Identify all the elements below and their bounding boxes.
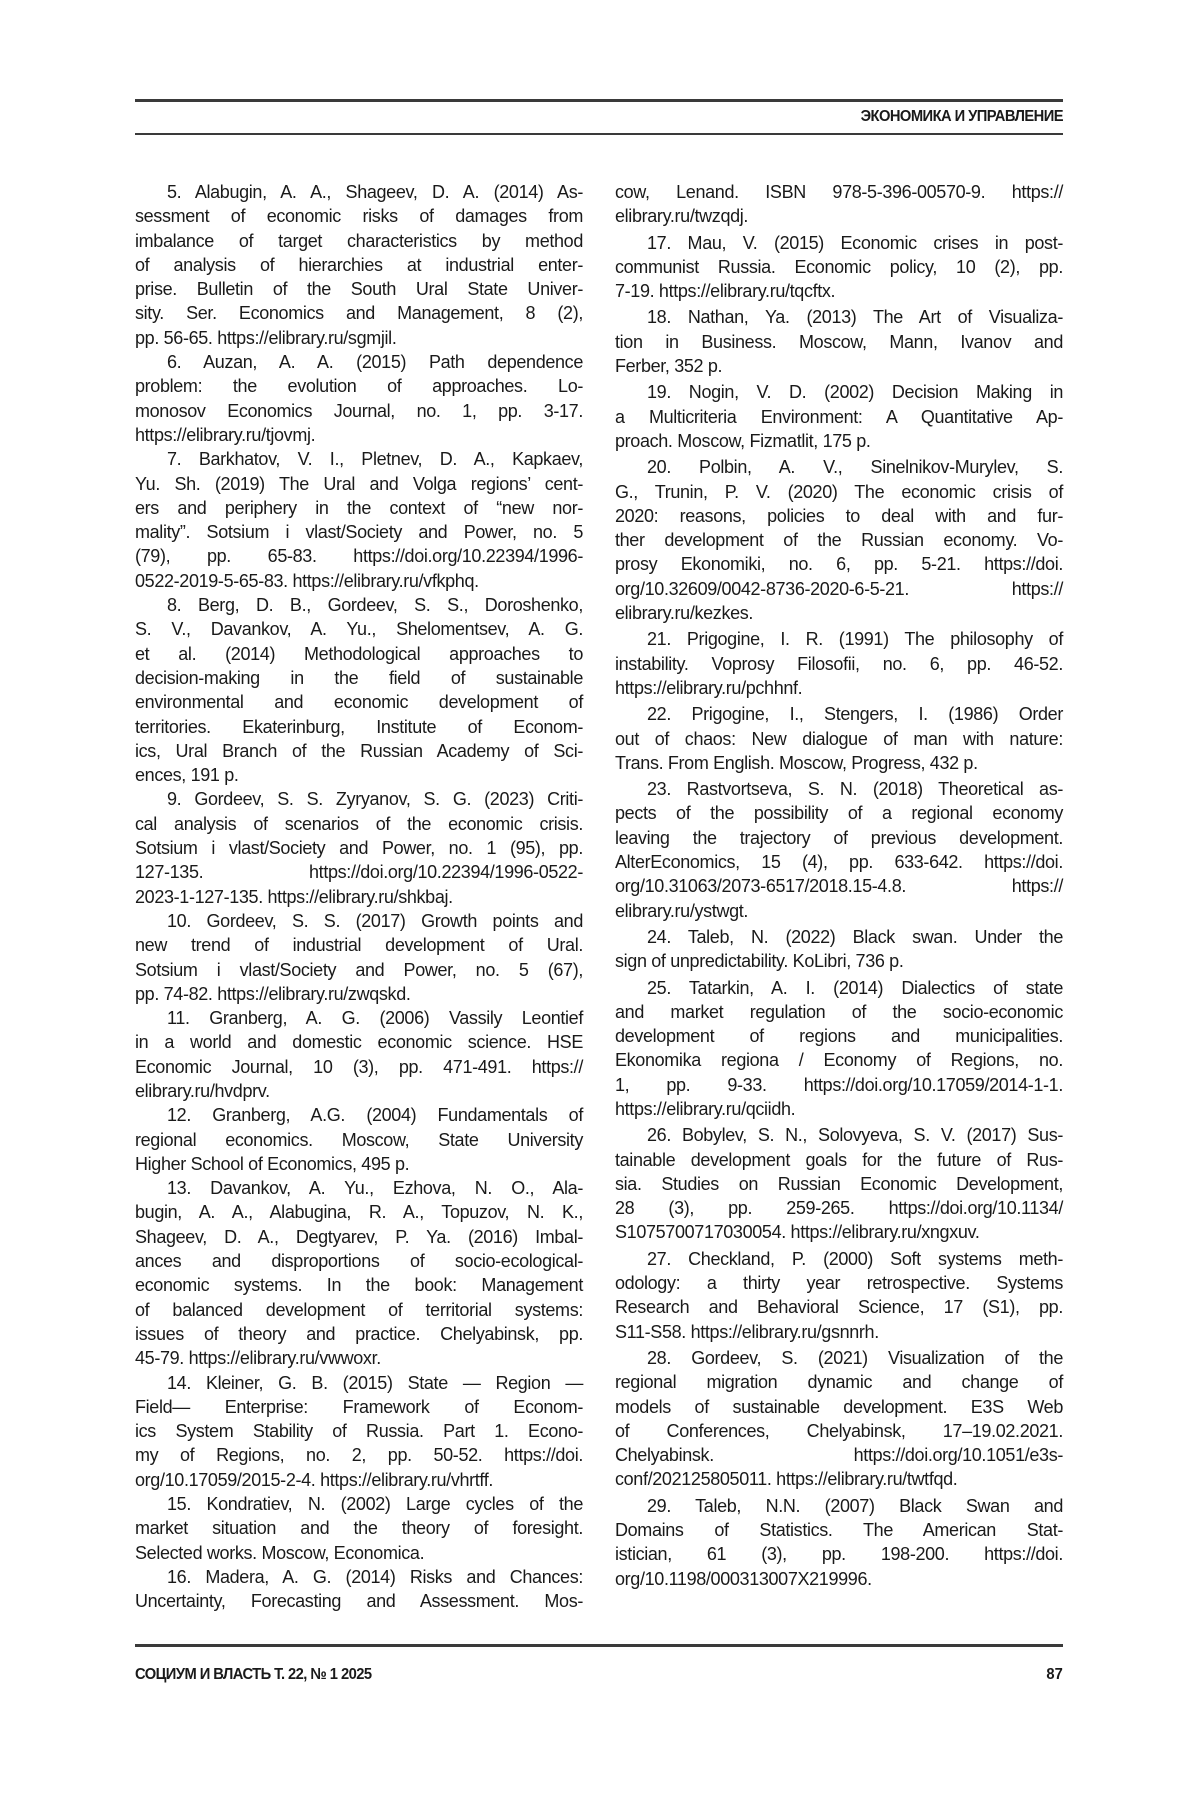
reference-line: Research and Behavioral Science, 17 (S1), pp. [615,1297,1063,1318]
reference-line: 24. Taleb, N. (2022) Black swan. Under the [647,926,1063,947]
reference-line: elibrary.ru/kezkes. [615,603,754,624]
reference-entry [615,925,1063,974]
reference-line: 23. Rastvortseva, S. N. (2018) Theoretical as- [647,779,1063,800]
reference-line: 10. Gordeev, S. S. (2017) Growth points and [167,910,583,931]
reference-line: 29. Taleb, N.N. (2007) Black Swan and [647,1495,1063,1516]
reference-entry [615,1247,1063,1344]
references-column-left [135,180,583,1614]
reference-line: (79), pp. 65-83. https://doi.org/10.22394/1996- [135,546,583,567]
reference-line: 13. Davankov, A. Yu., Ezhova, N. O., Ala- [167,1178,583,1199]
reference-line: sia. Studies on Russian Economic Development, [615,1173,1063,1194]
reference-line: sign of unpredictability. KoLibri, 736 p. [615,951,904,972]
reference-line: elibrary.ru/twzqdj. [615,206,749,227]
reference-line: cow, Lenand. ISBN 978-5-396-00570-9. https:// [615,182,1063,202]
reference-line: 7-19. https://elibrary.ru/tqcftx. [615,281,836,302]
reference-entry [135,1103,583,1176]
reference-entry [615,627,1063,700]
reference-entry [135,1492,583,1565]
reference-line: Sotsium i vlast/Society and Power, no. 1 (95), pp. [135,838,583,859]
reference-line: et al. (2014) Methodological approaches to [135,643,583,664]
reference-line: 9. Gordeev, S. S. Zyryanov, S. G. (2023) Criti- [167,789,583,810]
reference-line: 127-135. https://doi.org/10.22394/1996-0522- [135,862,583,883]
reference-line: mality”. Sotsium i vlast/Society and Power, no. 5 [135,522,583,543]
reference-entry [615,702,1063,775]
reference-line: Domains of Statistics. The American Stat- [615,1520,1063,1541]
reference-line: Sotsium i vlast/Society and Power, no. 5 (67), [135,959,583,980]
reference-line: conf/202125805011. https://elibrary.ru/twtfqd. [615,1469,958,1490]
reference-line: elibrary.ru/ystwgt. [615,900,749,921]
reference-line: out of chaos: New dialogue of man with nature: [615,728,1063,749]
reference-entry [135,1371,583,1492]
reference-line: 7. Barkhatov, V. I., Pletnev, D. A., Kapkaev, [167,449,583,470]
reference-line: Field— Enterprise: Framework of Econom- [135,1396,583,1417]
reference-line: org/10.31063/2073-6517/2018.15-4.8. https:// [615,876,1063,897]
reference-entry [135,593,583,787]
reference-line: org/10.32609/0042-8736-2020-6-5-21. https:// [615,578,1063,599]
reference-line: istician, 61 (3), pp. 198-200. https://doi. [615,1544,1063,1565]
reference-entry [135,350,583,447]
reference-entry [615,1123,1063,1244]
reference-line: 45-79. https://elibrary.ru/vwwoxr. [135,1348,381,1369]
reference-line: Selected works. Moscow, Economica. [135,1542,425,1563]
reference-line: org/10.1198/000313007X219996. [615,1568,872,1589]
reference-line: AlterEconomics, 15 (4), pp. 633-642. https://doi. [615,852,1063,873]
reference-line: G., Trunin, P. V. (2020) The economic crisis of [615,481,1063,502]
reference-line: ics, Ural Branch of the Russian Academy of Sci- [135,740,583,761]
reference-line: 2020: reasons, policies to deal with and fur- [615,505,1063,526]
reference-line: of Conferences, Chelyabinsk, 17–19.02.2021. [615,1420,1063,1441]
reference-line: new trend of industrial development of Ural. [135,935,583,956]
reference-line: a Multicriteria Environment: A Quantitative Ap- [615,406,1063,427]
reference-line: 28 (3), pp. 259-265. https://doi.org/10.1134/ [615,1198,1063,1219]
reference-line: environmental and economic development of [135,692,583,713]
reference-line: 17. Mau, V. (2015) Economic crises in post- [647,232,1063,253]
reference-line: ics System Stability of Russia. Part 1. Econo- [135,1421,583,1442]
reference-line: decision-making in the field of sustainable [135,667,583,688]
reference-entry [615,976,1063,1122]
reference-line: ances and disproportions of socio-ecological- [135,1251,583,1272]
reference-line: bugin, A. A., Alabugina, R. A., Topuzov, N. K., [135,1202,583,1223]
reference-line: market situation and the theory of foresight. [135,1518,583,1539]
reference-line: proach. Moscow, Fizmatlit, 175 p. [615,430,871,451]
reference-line: regional migration dynamic and change of [615,1372,1063,1393]
reference-line: Chelyabinsk. https://doi.org/10.1051/e3s- [615,1445,1063,1466]
reference-line: issues of theory and practice. Chelyabinsk, pp. [135,1323,583,1344]
running-head: ЭКОНОМИКА И УПРАВЛЕНИЕ [860,108,1063,125]
reference-line: Yu. Sh. (2019) The Ural and Volga regions’ cent- [135,473,583,494]
reference-line: S. V., Davankov, A. Yu., Shelomentsev, A. G. [135,619,583,640]
reference-line: 27. Checkland, P. (2000) Soft systems meth- [647,1248,1063,1269]
reference-line: Ferber, 352 p. [615,356,723,377]
reference-line: pects of the possibility of a regional economy [615,803,1063,824]
reference-line: Ekonomika regiona / Economy of Regions, no. [615,1050,1063,1071]
page-number: 87 [1046,1666,1063,1683]
reference-line: 19. Nogin, V. D. (2002) Decision Making in [647,382,1063,403]
reference-line: pp. 74-82. https://elibrary.ru/zwqskd. [135,983,411,1004]
reference-line: leaving the trajectory of previous development. [615,827,1063,848]
reference-entry [135,180,583,350]
reference-line: 5. Alabugin, A. A., Shageev, D. A. (2014) As- [167,182,583,202]
reference-line: 6. Auzan, A. A. (2015) Path dependence [167,352,583,373]
reference-line: my of Regions, no. 2, pp. 50-52. https://doi. [135,1445,583,1466]
reference-line: monosov Economics Journal, no. 1, pp. 3-17. [135,400,583,421]
reference-entry [615,305,1063,378]
reference-entry [615,180,1063,229]
reference-line: elibrary.ru/hvdprv. [135,1080,270,1101]
reference-line: 12. Granberg, A.G. (2004) Fundamentals of [167,1105,583,1126]
reference-entry [135,1565,583,1614]
reference-line: 25. Tatarkin, A. I. (2014) Dialectics of state [647,977,1063,998]
footer-rule [135,1644,1063,1647]
reference-line: Trans. From English. Moscow, Progress, 432 p. [615,752,978,773]
reference-line: in a world and domestic economic science. HSE [135,1032,583,1053]
reference-line: development of regions and municipalities. [615,1026,1063,1047]
reference-line: instability. Voprosy Filosofii, no. 6, pp. 46-52. [615,653,1063,674]
reference-entry [135,909,583,1006]
reference-line: prise. Bulletin of the South Ural State Univer- [135,279,583,300]
header-bottom-rule [135,133,1063,135]
reference-line: 16. Madera, A. G. (2014) Risks and Chances: [167,1566,583,1587]
reference-line: prosy Ekonomiki, no. 6, pp. 5-21. https://doi. [615,554,1063,575]
reference-line: 2023-1-127-135. https://elibrary.ru/shkbaj. [135,886,453,907]
references-column-right [615,180,1063,1593]
reference-line: pp. 56-65. https://elibrary.ru/sgmjil. [135,327,397,348]
reference-entry [615,380,1063,453]
reference-line: ers and periphery in the context of “new nor- [135,497,583,518]
reference-line: S11-S58. https://elibrary.ru/gsnnrh. [615,1321,879,1342]
reference-entry [615,231,1063,304]
reference-entry [135,1176,583,1370]
reference-entry [615,1494,1063,1591]
reference-line: 22. Prigogine, I., Stengers, I. (1986) Order [647,704,1063,725]
reference-line: ences, 191 p. [135,765,239,786]
reference-line: https://elibrary.ru/qciidh. [615,1098,796,1119]
reference-line: Higher School of Economics, 495 p. [135,1153,410,1174]
reference-line: Shageev, D. A., Degtyarev, P. Ya. (2016) Imbal- [135,1226,583,1247]
reference-line: economic systems. In the book: Management [135,1275,583,1296]
reference-line: 15. Kondratiev, N. (2002) Large cycles of the [167,1494,583,1515]
reference-line: org/10.17059/2015-2-4. https://elibrary.ru/vhrtff. [135,1469,494,1490]
reference-line: sity. Ser. Economics and Management, 8 (2), [135,303,583,324]
reference-line: 28. Gordeev, S. (2021) Visualization of the [647,1347,1063,1368]
reference-line: cal analysis of scenarios of the economic crisis. [135,813,583,834]
reference-line: communist Russia. Economic policy, 10 (2), pp. [615,256,1063,277]
reference-line: 21. Prigogine, I. R. (1991) The philosophy of [647,629,1063,650]
reference-line: 26. Bobylev, S. N., Solovyeva, S. V. (2017) Sus- [647,1125,1063,1146]
reference-line: S1075700717030054. https://elibrary.ru/xngxuv. [615,1222,980,1243]
reference-entry [135,787,583,908]
reference-line: 14. Kleiner, G. B. (2015) State — Region — [167,1372,583,1393]
reference-line: 11. Granberg, A. G. (2006) Vassily Leontief [167,1008,583,1029]
reference-line: regional economics. Moscow, State University [135,1129,583,1150]
reference-line: Uncertainty, Forecasting and Assessment. Mos- [135,1591,583,1612]
reference-line: 18. Nathan, Ya. (2013) The Art of Visualiza- [647,307,1063,328]
reference-line: Economic Journal, 10 (3), pp. 471-491. https:// [135,1056,583,1077]
reference-line: 8. Berg, D. B., Gordeev, S. S., Doroshenko, [167,595,583,616]
reference-line: sessment of economic risks of damages from [135,206,583,227]
reference-line: 0522-2019-5-65-83. https://elibrary.ru/vfkphq. [135,570,479,591]
reference-entry [615,1346,1063,1492]
reference-line: imbalance of target characteristics by method [135,230,583,251]
reference-line: problem: the evolution of approaches. Lo- [135,376,583,397]
header-top-rule [135,99,1063,102]
reference-line: https://elibrary.ru/pchhnf. [615,677,803,698]
reference-entry [615,777,1063,923]
reference-line: tainable development goals for the future of Rus- [615,1149,1063,1170]
reference-line: of balanced development of territorial systems: [135,1299,583,1320]
reference-line: 20. Polbin, A. V., Sinelnikov-Murylev, S. [647,457,1063,478]
reference-entry [135,1006,583,1103]
reference-line: odology: a thirty year retrospective. Systems [615,1273,1063,1294]
reference-line: and market regulation of the socio-economic [615,1001,1063,1022]
reference-line: of analysis of hierarchies at industrial enter- [135,254,583,275]
reference-line: tion in Business. Moscow, Mann, Ivanov and [615,331,1063,352]
reference-line: https://elibrary.ru/tjovmj. [135,424,316,445]
journal-issue: СОЦИУМ И ВЛАСТЬ Т. 22, № 1 2025 [135,1666,372,1683]
reference-entry [135,447,583,593]
reference-line: 1, pp. 9-33. https://doi.org/10.17059/2014-1-1. [615,1074,1063,1095]
reference-line: models of sustainable development. E3S Web [615,1396,1063,1417]
reference-line: territories. Ekaterinburg, Institute of Econom- [135,716,583,737]
reference-entry [615,455,1063,625]
reference-line: ther development of the Russian economy. Vo- [615,530,1063,551]
